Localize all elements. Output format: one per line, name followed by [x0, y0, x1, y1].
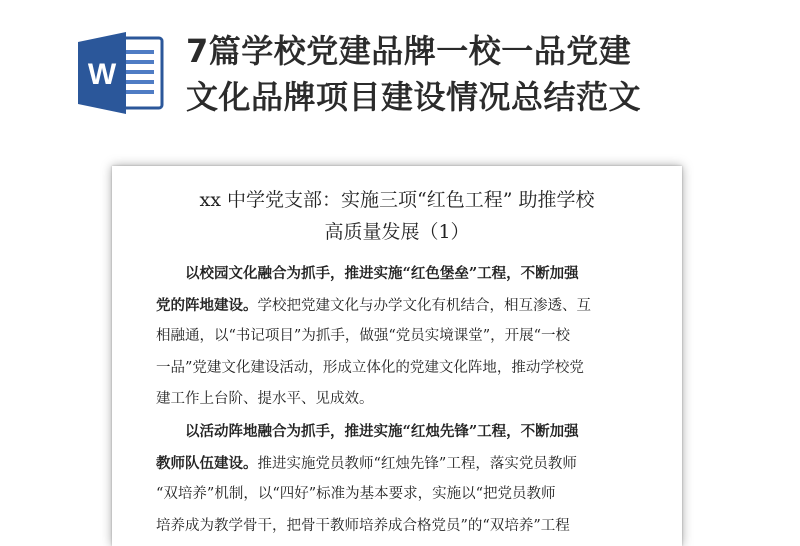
body-text: 推进实施党员教师“红烛先锋”工程，落实党员教师: [257, 455, 577, 472]
document-paragraph: [156, 416, 676, 542]
bold-lead-text: 教师队伍建设。: [156, 454, 258, 472]
bold-lead-text: 以校园文化融合为抓手，推进实施“红色堡垒”工程，不断加强: [156, 265, 579, 282]
body-text: 建工作上台阶、提水平、见成效。: [156, 391, 374, 407]
word-letter: W: [87, 58, 117, 91]
paragraph-line: [156, 511, 676, 543]
document-preview-page: [112, 166, 682, 546]
paragraph-line: [156, 384, 676, 416]
title-line: 文化品牌项目建设情况总结范文: [186, 78, 642, 116]
paragraph-line: [156, 448, 676, 480]
document-title-line: xx 中学党支部：实施三项“红色工程” 助推学校: [199, 189, 595, 211]
body-text: 培养成为教学骨干，把骨干教师培养成合格党员”的“双培养”工程: [156, 517, 570, 534]
document-paragraph: [156, 258, 676, 416]
page-title: [186, 28, 786, 120]
document-title: [112, 184, 682, 248]
body-text: 相融通，以“书记项目”为抓手，做强“党员实境课堂”，开展“一校: [156, 328, 571, 344]
word-document-icon: [76, 30, 166, 116]
paragraph-line: [156, 258, 676, 290]
body-text: 一品”党建文化建设活动，形成立体化的党建文化阵地，推动学校党: [156, 359, 584, 376]
paragraph-line: [156, 290, 676, 322]
body-text: 学校把党建文化与办学文化有机结合，相互渗透、互: [257, 297, 591, 314]
title-line: 7篇学校党建品牌一校一品党建: [186, 32, 632, 70]
header: [0, 0, 800, 150]
document-title-line: 高质量发展（1）: [324, 221, 470, 243]
paragraph-line: [156, 353, 676, 385]
bold-lead-text: 党的阵地建设。: [156, 296, 258, 314]
body-text: “双培养”机制，以“四好”标准为基本要求，实施以“把党员教师: [156, 486, 556, 502]
paragraph-line: [156, 416, 676, 448]
paragraph-line: [156, 479, 676, 511]
bold-lead-text: 以活动阵地融合为抓手，推进实施“红烛先锋”工程，不断加强: [156, 423, 579, 440]
paragraph-line: [156, 321, 676, 353]
